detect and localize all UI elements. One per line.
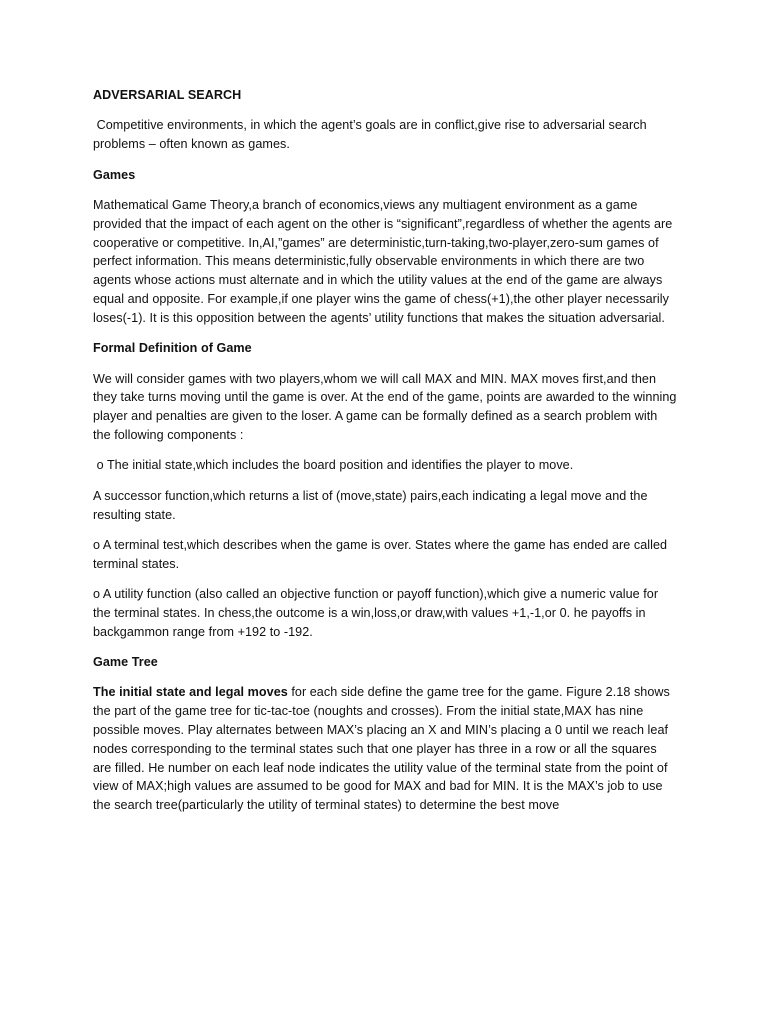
game-tree-lead-bold: The initial state and legal moves — [93, 685, 288, 700]
initial-state-item — [93, 456, 677, 475]
game-tree-text: for each side define the game tree for the game. Figure 2.18 shows the part of the game tree for tic-tac-toe (noughts and crosses). From the initial state,MAX has nine possible moves. Play alternates between MAX’s placing an X and MIN’s placing a 0 until we reach leaf nodes corresponding to the terminal states such that one player has three in a row or all the squares are filled. He number on each leaf node indicates the utility value of the terminal state from the point of view of MAX;high values are assumed to be good for MAX and bad for MIN. It is the MAX’s job to use the search tree(particularly the utility of terminal states) to determine the best move — [93, 685, 670, 813]
initial-state-text: o The initial state,which includes the board position and identifies the player to move. — [96, 458, 574, 473]
formal-definition-paragraph: We will consider games with two players,whom we will call MAX and MIN. MAX moves first,and then they take turns moving until the game is over. At the end of the game, points are awarded to the winning player and penalties are given to the loser. A game can be formally defined as a search problem with the following components : — [93, 371, 677, 442]
document-title: ADVERSARIAL SEARCH — [93, 88, 242, 102]
game-tree-heading: Game Tree — [93, 655, 158, 670]
games-paragraph: Mathematical Game Theory,a branch of economics,views any multiagent environment as a game provided that the impact of each agent on the other is “significant”,regardless of whether the agents are cooperative or competitive. In,AI,”games” are deterministic,turn-taking,two-player,zero-sum games of perfect information. This means deterministic,fully observable environments in which there are two agents whose actions must alternate and in which the utility values at the end of the game are always equal and opposite. For example,if one player wins the game of chess(+1),the other player necessarily loses(-1). It is this opposition between the agents’ utility functions that makes the situation adversarial. — [93, 197, 673, 325]
successor-function-item: A successor function,which returns a list of (move,state) pairs,each indicating a legal move and the resulting state. — [93, 488, 648, 522]
game-tree-paragraph — [93, 683, 677, 815]
document-content — [93, 86, 677, 827]
intro-paragraph — [93, 116, 677, 154]
games-heading: Games — [93, 167, 136, 182]
intro-text: Competitive environments, in which the agent’s goals are in conflict,give rise to adversarial search problems – often known as games. — [93, 118, 647, 152]
terminal-test-item: o A terminal test,which describes when the game is over. States where the game has ended are called terminal states. — [93, 537, 668, 571]
formal-definition-heading: Formal Definition of Game — [93, 341, 252, 356]
utility-function-item: o A utility function (also called an objective function or payoff function),which give a numeric value for the terminal states. In chess,the outcome is a win,loss,or draw,with values +1,-1,or 0. he payoffs in backgammon range from +192 to -192. — [93, 587, 659, 639]
